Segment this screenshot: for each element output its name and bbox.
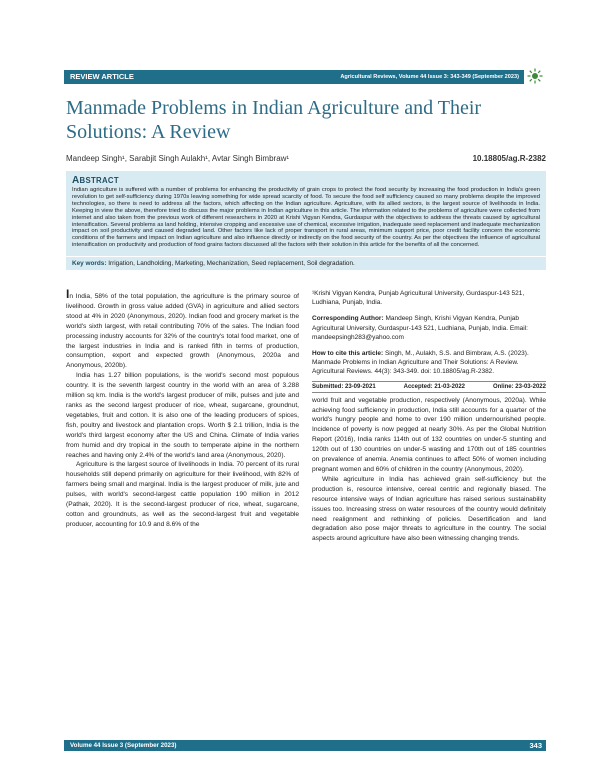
paragraph: India has 1.27 billion populations, is the world's second most populous country. It is the seventh largest country in the world with an area of 3.288 million sq km. India is the world's largest producer of milk, pulses and jute and ranks as the second largest producer of rice, wheat, sugarcane, groundnut, vegetables, fruit and cotton. It is also one of the leading producers of spices, fish, poultry and livestock and plantation crops. Worth $ 2.1 trillion, India is the world's third largest economy after the US and China. Climate of India varies from humid and dry tropical in the south to temperate alpine in the northern reaches and having only 2.4% of the world's land area (Anonymous, 2020). xyxy=(66,372,299,459)
drop-cap: I xyxy=(66,287,70,301)
journal-logo-icon xyxy=(527,68,543,84)
submitted-date: Submitted: 23-09-2021 xyxy=(312,383,376,390)
paragraph: While agriculture in India has achieved grain self-sufficiency but the production is, resource intensive, cereal centric and regionally biased. The resource intensive ways of Indian agriculture has raised serious sustainability issues too. Increasing stress on water resources of the country would definitely need realignment and rethinking of policies. Desertification and land degradation also pose major threats to agriculture in the country. The social aspects around agriculture have also been witnessing changing trends. xyxy=(312,475,546,543)
affiliation: ¹Krishi Vigyan Kendra, Punjab Agricultural University, Gurdaspur-143 521, Ludhiana, Punjab, India. xyxy=(312,290,525,307)
page-number: 343 xyxy=(529,741,542,750)
keywords-text: Irrigation, Landholding, Marketing, Mechanization, Seed replacement, Soil degradation. xyxy=(108,260,355,267)
body-right-column xyxy=(312,289,546,544)
keywords-box xyxy=(66,257,546,270)
journal-citation: Agricultural Reviews, Volume 44 Issue 3: 343-349 (September 2023) xyxy=(340,74,519,80)
article-type-label: REVIEW ARTICLE xyxy=(70,72,134,81)
paragraph: In India, 58% of the total population, the agriculture is the primary source of livelihood. Growth in gross value added (GVA) in agriculture and allied sectors stood at 4% in 2020 (Anonymous, 2020). Indian food and grocery market is the world's sixth largest, with retail contributing 70% of the sales. The Indian food processing industry accounts for 32% of the country's total food market, one of the largest industries in India and is ranked fifth in terms of production, consumption, export and expected growth (Anonymous, 2020a and Anonymous, 2020b). xyxy=(66,287,299,370)
article-title: Manmade Problems in Indian Agriculture and Their Solutions: A Review xyxy=(66,97,482,143)
footer-issue: Volume 44 Issue 3 (September 2023) xyxy=(70,742,177,749)
paragraph: Agriculture is the largest source of livelihoods in India. 70 percent of its rural households still depend primarily on agriculture for their livelihood, with 82% of farmers being small and marginal. India is the largest producer of milk, jute and pulses, with world's second-largest cattle population 190 million in 2012 (Pathak, 2020). It is the second-largest producer of rice, wheat, sugarcane, cotton and groundnuts, as well as the second-largest fruit and vegetable producer, accounting for 10.9 and 8.6% of the xyxy=(66,461,299,528)
corresponding-author: Corresponding Author: Mandeep Singh, Krishi Vigyan Kendra, Punjab Agricultural University, Gurdaspur-143 521, Ludhiana, Punjab, India. Email: mandeepsingh283@yahoo.com xyxy=(312,315,528,341)
abstract-heading: ABSTRACT xyxy=(72,175,119,186)
author-list: Mandeep Singh¹, Sarabjit Singh Aulakh¹, Avtar Singh Bimbraw¹ xyxy=(66,154,290,163)
keywords-label: Key words: xyxy=(72,260,107,267)
accepted-date: Accepted: 21-03-2022 xyxy=(403,383,466,390)
body-left-column xyxy=(66,287,299,530)
abstract-box xyxy=(66,171,546,256)
paragraph: world fruit and vegetable production, respectively (Anonymous, 2020a). While achieving food sufficiency in production, India still accounts for a quarter of the world's hungry people and home to over 190 million undernourished people. Incidence of poverty is now pegged at nearly 30%. As per the Global Nutrition Report (2016), India ranks 114th out of 132 countries on under-5 stunting and 120th out of 130 countries on under-5 wasting and 170th out of 185 countries on prevalence of anemia. Anemia continues to affect 50% of women including pregnant women and 60% of children in the country (Anonymous, 2020). xyxy=(312,396,546,473)
citation-note: How to cite this article: Singh, M., Aulakh, S.S. and Bimbraw, A.S. (2023). Manmade Problems in Indian Agriculture and Their Solutions: A Review. Agricultural Reviews. 44(3): 343-349. doi: 10.18805/ag.R-2382. xyxy=(312,350,529,376)
article-dates xyxy=(312,381,546,393)
abstract-text: Indian agriculture is suffered with a number of problems for enhancing the productivity of grain crops to protect the food security by increasing the food production in India's green revolution to get self-sufficiency during 1970s leaving something for wide spread scarcity of food. To secure the food self sufficiency caused so many problems despite the improved technologies, so there is need to address all the factors, which affecting on the Indian agriculture. Agriculture, with its allied sectors, is the largest source of livelihoods in India. Keeping in view the above, therefore tried to discuss the major problems in Indian agriculture in this article. The information related to the problems of agriculture were collected from internet and also taken from the previous work of different researchers in 2020 at Krishi Vigyan Kendra, Gurdaspur with the objectives to address the threats caused by agricultural intensification. Several problems as land holding, intensive cropping and excessive use of chemical, excessive irrigation, inadequate seed replacement and inadequate mechanization impact on soil productivity and caused degraded land. Other factors like lack of proper transport in rural areas, minimum support price, poor credit facility concern the economic conditions of the farmers and impact on Indian agriculture and also influence directly or indirectly on the food security of the country. As per the objectives the influence of agricultural intensification on productivity and production of food grains factors discussed all the factors with their solution in this article for the benefits of all the concerned. xyxy=(72,187,540,249)
online-date: Online: 23-03-2022 xyxy=(492,383,546,390)
doi[interactable]: 10.18805/ag.R-2382 xyxy=(472,154,546,163)
